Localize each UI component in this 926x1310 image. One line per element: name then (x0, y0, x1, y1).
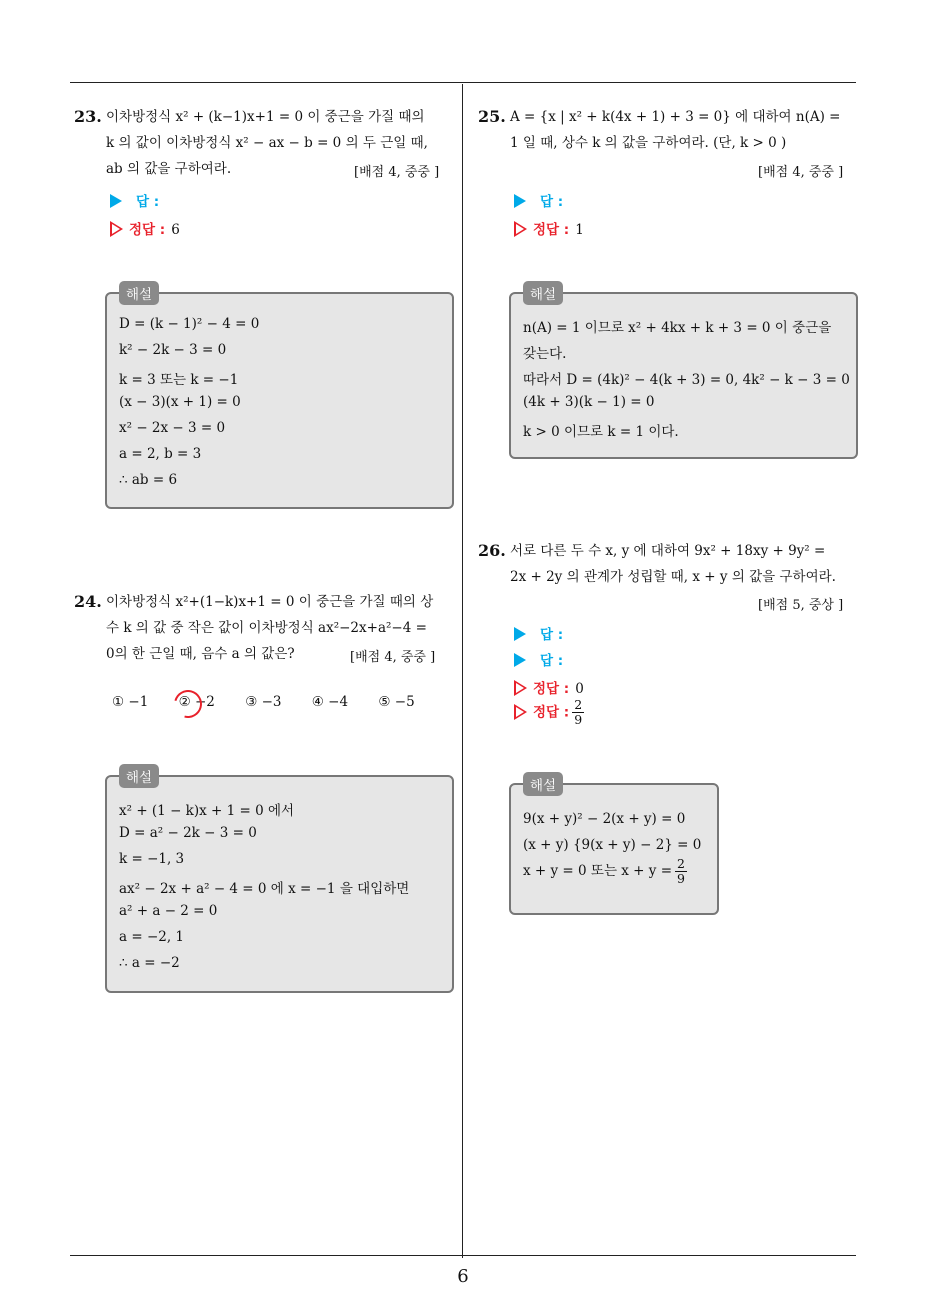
choice-list (112, 694, 441, 710)
question-text-line: 2x + 2y 의 관계가 성립할 때, x + y 의 값을 구하여라. (510, 569, 836, 585)
explanation-line: n(A) = 1 이므로 x² + 4kx + k + 3 = 0 이 중근을 (523, 320, 832, 336)
correct-value: 1 (575, 222, 584, 238)
explanation-line: (x − 3)(x + 1) = 0 (119, 394, 241, 410)
question-text-line: 수 k 의 값 중 작은 값이 이차방정식 ax²−2x+a²−4 = (106, 620, 427, 636)
answer-row (514, 623, 563, 643)
explanation-box (509, 783, 719, 915)
question-text-line: 1 일 때, 상수 k 의 값을 구하여라. (단, k > 0 ) (510, 135, 787, 151)
explanation-line: 갖는다. (523, 346, 567, 362)
question-number: 25. (478, 107, 506, 126)
question-text-line: 이차방정식 x² + (k−1)x+1 = 0 이 중근을 가질 때의 (106, 109, 425, 125)
outline-triangle-icon (514, 704, 527, 720)
question-text-line: ab 의 값을 구하여라. (106, 161, 232, 177)
question-text-line: A = {x | x² + k(4x + 1) + 3 = 0} 에 대하여 n(A) = (510, 109, 841, 125)
explanation-line: a = 2, b = 3 (119, 446, 202, 462)
correct-answer-row (514, 218, 584, 238)
bottom-rule (70, 1255, 856, 1256)
answer-label: 답 : (540, 194, 564, 210)
explanation-tag: 해설 (523, 281, 563, 305)
question-number: 23. (74, 107, 102, 126)
correct-label: 정답 : (129, 222, 166, 238)
triangle-icon (110, 194, 122, 208)
explanation-line: ∴ a = −2 (119, 955, 180, 971)
outline-triangle-icon (110, 221, 123, 237)
fraction-denominator: 9 (677, 871, 685, 886)
explanation-box (509, 292, 858, 459)
explanation-line: k = −1, 3 (119, 851, 185, 867)
points-label: [배점 5, 중상 ] (758, 598, 844, 613)
explanation-line: D = a² − 2k − 3 = 0 (119, 825, 257, 841)
choice-2[interactable]: ② −2 (178, 694, 215, 710)
points-label: [배점 4, 중중 ] (354, 165, 440, 180)
explanation-line: a = −2, 1 (119, 929, 185, 945)
explanation-line: k = 3 또는 k = −1 (119, 372, 239, 388)
correct-answer-row (514, 677, 584, 697)
explanation-line: ax² − 2x + a² − 4 = 0 에 x = −1 을 대입하면 (119, 881, 410, 897)
explanation-line: x² + (1 − k)x + 1 = 0 에서 (119, 803, 295, 819)
explanation-box (105, 292, 454, 509)
correct-fraction (572, 698, 584, 727)
explanation-line: D = (k − 1)² − 4 = 0 (119, 316, 260, 332)
fraction-numerator: 2 (574, 697, 583, 712)
triangle-icon (514, 627, 526, 641)
explanation-line: k > 0 이므로 k = 1 이다. (523, 424, 679, 440)
triangle-icon (514, 194, 526, 208)
explanation-line: 9(x + y)² − 2(x + y) = 0 (523, 811, 686, 827)
page-number: 6 (457, 1266, 469, 1287)
correct-label: 정답 : (533, 222, 570, 238)
question-text-line: k 의 값이 이차방정식 x² − ax − b = 0 의 두 근일 때, (106, 135, 428, 151)
choice-5[interactable]: ⑤ −5 (378, 694, 415, 710)
question-number: 26. (478, 541, 506, 560)
column-divider (462, 84, 463, 1258)
explanation-line: 따라서 D = (4k)² − 4(k + 3) = 0, 4k² − k − 3 = 0 (523, 372, 850, 388)
choice-1[interactable]: ① −1 (112, 694, 149, 710)
choice-4[interactable]: ④ −4 (311, 694, 349, 710)
points-label: [배점 4, 중중 ] (758, 165, 844, 180)
question-number: 24. (74, 592, 102, 611)
explanation-line: x² − 2x − 3 = 0 (119, 420, 226, 436)
outline-triangle-icon (514, 680, 527, 696)
correct-answer-row (514, 698, 587, 727)
answer-label: 답 : (136, 194, 160, 210)
correct-value: 6 (171, 222, 180, 238)
explanation-box (105, 775, 454, 993)
fraction-denominator: 9 (574, 712, 583, 727)
triangle-icon (514, 653, 526, 667)
answer-row (110, 190, 159, 210)
question-text-line: 0의 한 근일 때, 음수 a 의 값은? (106, 646, 295, 662)
fraction-numerator: 2 (677, 856, 685, 871)
correct-answer-row (110, 218, 180, 238)
answer-label: 답 : (540, 627, 564, 643)
explanation-tag: 해설 (119, 764, 159, 788)
outline-triangle-icon (514, 221, 527, 237)
explanation-fraction (675, 857, 687, 886)
explanation-line: a² + a − 2 = 0 (119, 903, 218, 919)
explanation-line (523, 857, 690, 886)
points-label: [배점 4, 중중 ] (350, 650, 436, 665)
explanation-tag: 해설 (119, 281, 159, 305)
explanation-tag: 해설 (523, 772, 563, 796)
correct-label: 정답 : (533, 704, 570, 721)
top-rule (70, 82, 856, 83)
answer-row (514, 649, 563, 669)
choice-3[interactable]: ③ −3 (245, 694, 282, 710)
answer-circle-mark (169, 685, 207, 723)
correct-label: 정답 : (533, 681, 570, 697)
question-text-line: 서로 다른 두 수 x, y 에 대하여 9x² + 18xy + 9y² = (510, 543, 826, 559)
answer-label: 답 : (540, 653, 564, 669)
explanation-line: (x + y) {9(x + y) − 2} = 0 (523, 837, 702, 853)
correct-value: 0 (575, 681, 584, 697)
question-text-line: 이차방정식 x²+(1−k)x+1 = 0 이 중근을 가질 때의 상 (106, 594, 434, 610)
explanation-text: x + y = 0 또는 x + y = (523, 863, 673, 879)
explanation-line: ∴ ab = 6 (119, 472, 178, 488)
answer-row (514, 190, 563, 210)
explanation-line: k² − 2k − 3 = 0 (119, 342, 227, 358)
explanation-line: (4k + 3)(k − 1) = 0 (523, 394, 655, 410)
